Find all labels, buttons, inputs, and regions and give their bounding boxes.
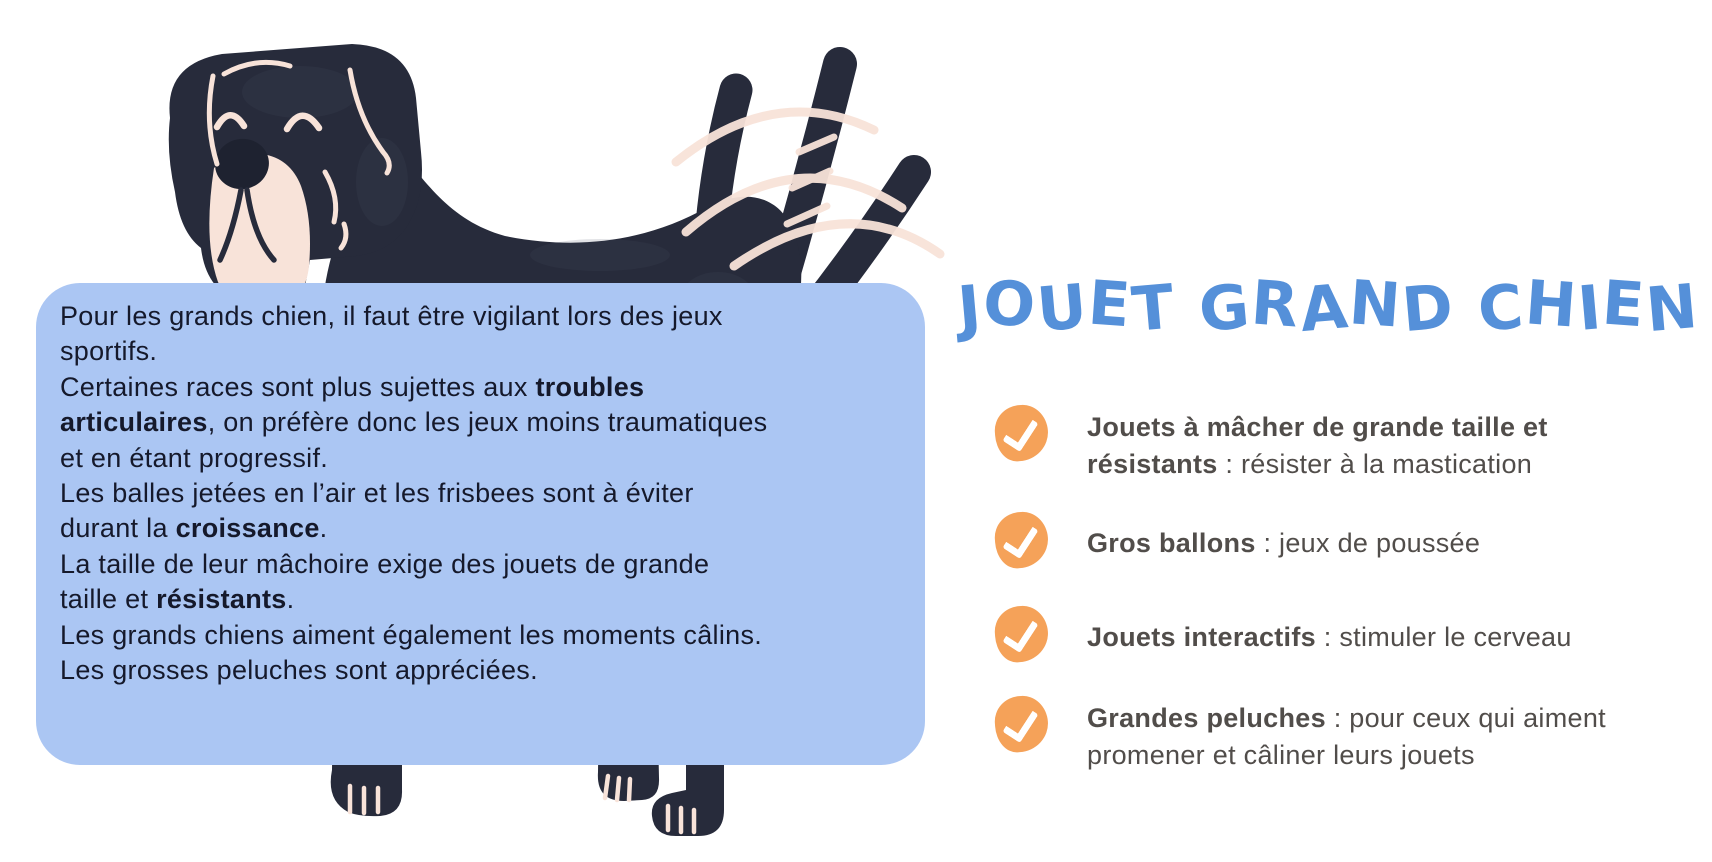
tick-mark xyxy=(1002,703,1038,743)
text-line: Certaines races sont plus sujettes aux troubles xyxy=(60,371,645,402)
checklist-item xyxy=(995,696,1606,774)
tick-mark xyxy=(1002,613,1038,653)
text-line: Les grosses peluches sont appréciées. xyxy=(60,655,538,686)
checklist-item xyxy=(995,405,1548,483)
checklist-item-text xyxy=(1087,619,1572,656)
text-line: Pour les grands chien, il faut être vigilant lors des jeux xyxy=(60,301,723,331)
check-icon xyxy=(993,604,1050,664)
text-line: Grandes peluches : pour ceux qui aiment xyxy=(1087,703,1606,733)
check-icon xyxy=(993,403,1050,463)
text-line: Gros ballons : jeux de poussée xyxy=(1087,528,1481,558)
page-title: JOUET GRAND CHIEN xyxy=(955,267,1703,347)
check-icon xyxy=(993,510,1050,570)
checklist-item-text xyxy=(1087,525,1480,562)
text-line: résistants : résister à la mastication xyxy=(1087,449,1533,479)
checklist-item-text xyxy=(1087,700,1606,774)
check-icon xyxy=(993,694,1050,754)
text-line: et en étant progressif. xyxy=(60,442,329,473)
text-line: Jouets interactifs : stimuler le cerveau xyxy=(1087,622,1572,652)
text-line: Les balles jetées en l’air et les frisbees sont à éviter xyxy=(60,478,694,509)
checklist-item xyxy=(995,606,1572,662)
text-line: durant la croissance. xyxy=(60,513,328,544)
text-line: Les grands chiens aiment également les moments câlins. xyxy=(60,619,763,650)
text-line: sportifs. xyxy=(60,336,158,367)
text-line: taille et résistants. xyxy=(60,584,295,615)
tick-mark xyxy=(1002,519,1038,559)
checklist-item xyxy=(995,512,1480,568)
text-line: La taille de leur mâchoire exige des jouets de grande xyxy=(60,548,710,579)
text-line: promener et câliner leurs jouets xyxy=(1087,740,1475,770)
text-line: Jouets à mâcher de grande taille et xyxy=(1087,412,1548,442)
tick-mark xyxy=(1002,412,1038,452)
checklist-item-text xyxy=(1087,409,1548,483)
text-line: articulaires, on préfère donc les jeux moins traumatiques xyxy=(60,407,768,438)
